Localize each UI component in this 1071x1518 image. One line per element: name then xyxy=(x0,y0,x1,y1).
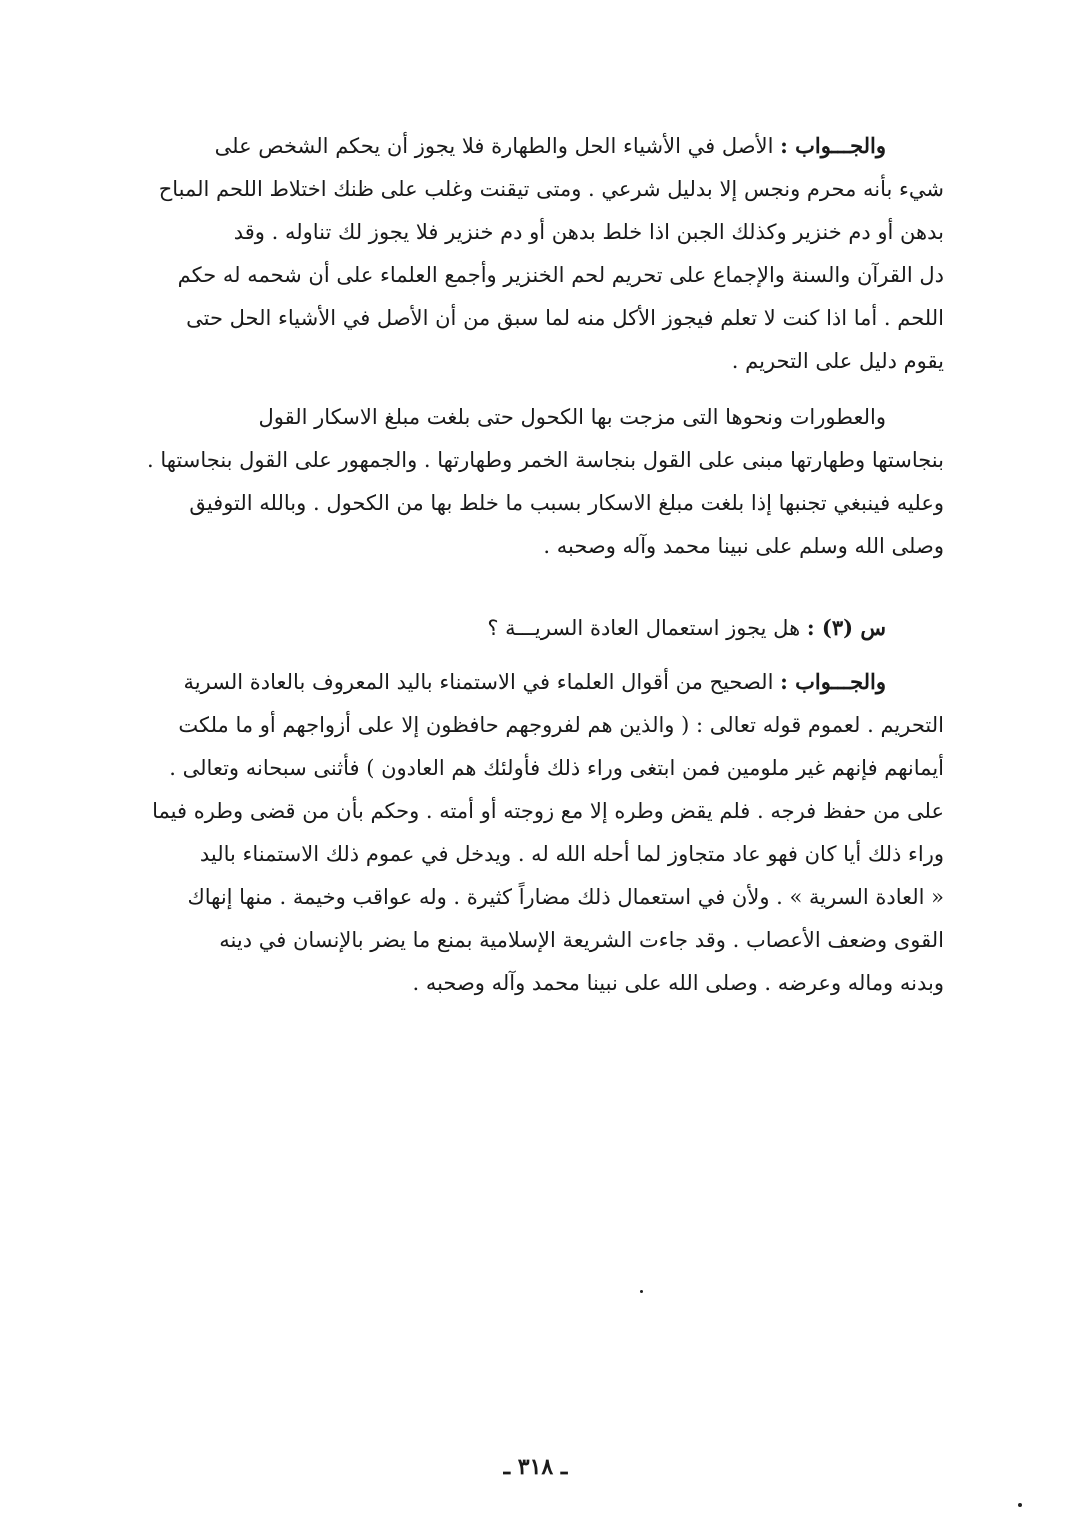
text-line: على من حفظ فرجه . فلم يقض وطره إلا مع زوجته أو أمته . وحكم بأن من قضى وطره فيما xyxy=(152,799,944,823)
text-line: وراء ذلك أيا كان فهو عاد متجاوز لما أحله الله له . ويدخل في عموم ذلك الاستمناء باليد xyxy=(199,842,944,866)
text-line: والعطورات ونحوها التى مزجت بها الكحول حتى بلغت مبلغ الاسكار القول xyxy=(258,405,886,429)
text-line: والجـــواب : الأصل في الأشياء الحل والطهارة فلا يجوز أن يحكم الشخص على xyxy=(214,133,886,158)
text-line: وصلى الله وسلم على نبينا محمد وآله وصحبه . xyxy=(543,534,944,558)
text-line: يقوم دليل على التحريم . xyxy=(731,349,944,373)
scan-speck xyxy=(1018,1503,1022,1507)
text-line: وعليه فينبغي تجنبها إذا بلغت مبلغ الاسكار بسبب ما خلط بها من الكحول . وبالله التوفيق xyxy=(189,491,944,515)
text-line: « العادة السرية » . ولأن في استعمال ذلك مضاراً كثيرة . وله عواقب وخيمة . منها إنهاك xyxy=(187,885,944,909)
perfume-paragraph xyxy=(82,396,944,568)
text-line: القوى وضعف الأعصاب . وقد جاءت الشريعة الإسلامية بمنع ما يضر بالإنسان في دينه xyxy=(219,928,944,952)
text-line: وبدنه وماله وعرضه . وصلى الله على نبينا محمد وآله وصحبه . xyxy=(412,971,944,995)
question-label: س (٣) : xyxy=(806,615,886,640)
text-line: شيء بأنه محرم ونجس إلا بدليل شرعي . ومتى تيقنت وغلب على ظنك اختلاط اللحم المباح xyxy=(158,177,944,201)
text-line: والجـــواب : الصحيح من أقوال العلماء في الاستمناء باليد المعروف بالعادة السرية xyxy=(183,669,886,694)
text-line: أيمانهم فإنهم غير ملومين فمن ابتغى وراء ذلك فأولئك هم العادون ) فأثنى سبحانه وتعالى . xyxy=(169,756,944,780)
answer-paragraph-1 xyxy=(82,124,944,383)
question-text: هل يجوز استعمال العادة السريـــة ؟ xyxy=(487,616,807,640)
text-line: بدهن أو دم خنزير وكذلك الجبن اذا خلط بدهن أو دم خنزير فلا يجوز لك تناوله . وقد xyxy=(233,220,944,244)
answer-label: والجـــواب : xyxy=(780,133,886,158)
answer-paragraph-3 xyxy=(82,660,944,1005)
text-line: اللحم . أما اذا كنت لا تعلم فيجوز الأكل منه لما سبق من أن الأصل في الأشياء الحل حتى xyxy=(186,306,944,330)
scan-speck xyxy=(640,1290,643,1293)
text-line xyxy=(82,606,944,650)
text-line: دل القرآن والسنة والإجماع على تحريم لحم الخنزير وأجمع العلماء على أن شحمه له حكم xyxy=(177,263,944,287)
page-number: ـ ٣١٨ ـ xyxy=(503,1454,568,1480)
question-3 xyxy=(82,606,944,650)
text-line: بنجاستها وطهارتها مبنى على القول بنجاسة الخمر وطهارتها . والجمهور على القول بنجاستها . xyxy=(147,448,944,472)
answer-label: والجـــواب : xyxy=(780,669,886,694)
text-line: التحريم . لعموم قوله تعالى : ( والذين هم لفروجهم حافظون إلا على أزواجهم أو ما ملكت xyxy=(178,713,944,737)
